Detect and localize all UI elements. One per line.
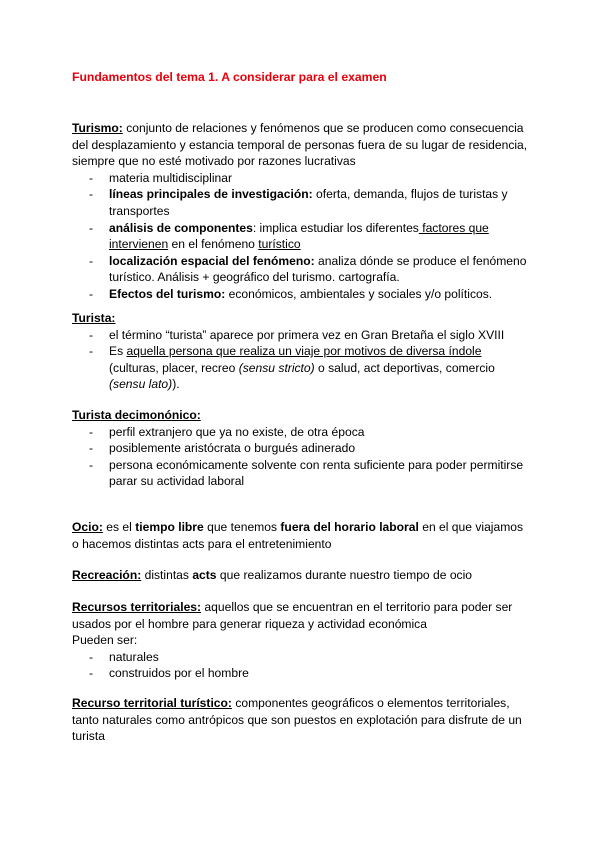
- item-bold: Efectos del turismo:: [109, 286, 226, 301]
- recursos-territoriales-text: aquellos que se encuentran en el territorio para poder ser usados por el hombre para generar riqueza y actividad económica: [72, 600, 513, 631]
- section-recurso-turistico: [72, 695, 532, 745]
- recursos-list: [72, 649, 532, 682]
- turista-term: Turista:: [72, 311, 116, 325]
- turista-decimononico-list: [72, 424, 532, 490]
- item-text: el término “turista” aparece por primera vez en Gran Bretaña el siglo XVIII: [109, 327, 505, 342]
- list-item: [72, 343, 532, 393]
- item-text: Es: [109, 344, 127, 359]
- item-text: : implica estudiar los diferentes: [252, 220, 419, 235]
- recursos-intro: Pueden ser:: [72, 633, 138, 648]
- recreacion-text: distintas: [141, 568, 193, 582]
- recreacion-bold: acts: [192, 568, 217, 582]
- recursos-territoriales-term: Recursos territoriales:: [72, 600, 202, 614]
- list-item: [72, 220, 532, 253]
- list-item: [72, 186, 532, 219]
- list-item: [72, 327, 532, 344]
- list-item: - perfil extranjero que ya no existe, de otra época: [72, 424, 532, 441]
- item-underline: turístico: [258, 237, 301, 252]
- recreacion-text: que realizamos durante nuestro tiempo de ocio: [216, 568, 473, 582]
- list-item: [72, 253, 532, 286]
- turista-list: [72, 327, 532, 393]
- section-recursos-territoriales: [72, 599, 532, 682]
- document-title: Fundamentos del tema 1. A considerar para el examen: [72, 70, 387, 84]
- item-bold: líneas principales de investigación:: [109, 187, 313, 202]
- item-text: materia multidisciplinar: [109, 170, 232, 185]
- ocio-text: que tenemos: [203, 520, 281, 534]
- item-bold: localización espacial del fenómeno:: [109, 253, 315, 268]
- list-item: - naturales: [72, 649, 532, 666]
- turismo-definition: [72, 120, 532, 170]
- recreacion-term: Recreación:: [72, 568, 142, 582]
- section-turismo: [72, 120, 532, 303]
- recurso-turistico-term: Recurso territorial turístico:: [72, 696, 232, 710]
- section-turista: [72, 310, 532, 393]
- item-italic: (sensu stricto): [238, 360, 315, 375]
- ocio-bold: fuera del horario laboral: [280, 520, 419, 534]
- item-text: en el fenómeno: [168, 237, 259, 252]
- ocio-text: en el que viajamos o hacemos distintas acts para el entretenimiento: [72, 520, 524, 551]
- ocio-text: es el: [102, 520, 136, 534]
- item-text: oferta, demanda, flujos de turistas y transportes: [109, 187, 508, 218]
- item-italic: (sensu lato): [109, 377, 173, 392]
- section-recreacion: [72, 567, 532, 584]
- turismo-list: [72, 170, 532, 303]
- item-text: analiza dónde se produce el fenómeno turístico. Análisis + geográfico del turismo. cartografía.: [109, 253, 527, 285]
- item-text: económicos, ambientales y sociales y/o políticos.: [225, 286, 493, 301]
- item-bold: análisis de componentes: [109, 220, 253, 235]
- list-item: [72, 170, 532, 187]
- section-turista-decimononico: [72, 407, 532, 490]
- list-item: - posiblemente aristócrata o burgués adinerado: [72, 440, 532, 457]
- ocio-term: Ocio:: [72, 520, 103, 534]
- item-text: ).: [172, 377, 180, 392]
- item-underline: factores que intervienen: [109, 220, 489, 252]
- list-item: [72, 286, 532, 303]
- recurso-turistico-text: componentes geográficos o elementos territoriales, tanto naturales como antrópicos que son puestos en explotación para disfrute de un turista: [72, 696, 522, 744]
- item-text: (culturas, placer, recreo: [109, 360, 239, 375]
- section-ocio: [72, 519, 532, 552]
- turismo-term: Turismo:: [72, 121, 123, 135]
- turista-decimononico-term: Turista decimonónico:: [72, 408, 201, 422]
- turismo-text: conjunto de relaciones y fenómenos que se producen como consecuencia del desplazamiento y estancia temporal de personas fuera de su lugar de residencia, siempre que no esté motivado por razones lucrativas: [72, 121, 528, 169]
- list-item: - construidos por el hombre: [72, 665, 532, 682]
- ocio-bold: tiempo libre: [135, 520, 204, 534]
- item-underline: aquella persona que realiza un viaje por motivos de diversa índole: [126, 344, 482, 359]
- list-item: - persona económicamente solvente con renta suficiente para poder permitirse parar su actividad laboral: [72, 457, 532, 490]
- item-text: o salud, act deportivas, comercio: [314, 360, 495, 375]
